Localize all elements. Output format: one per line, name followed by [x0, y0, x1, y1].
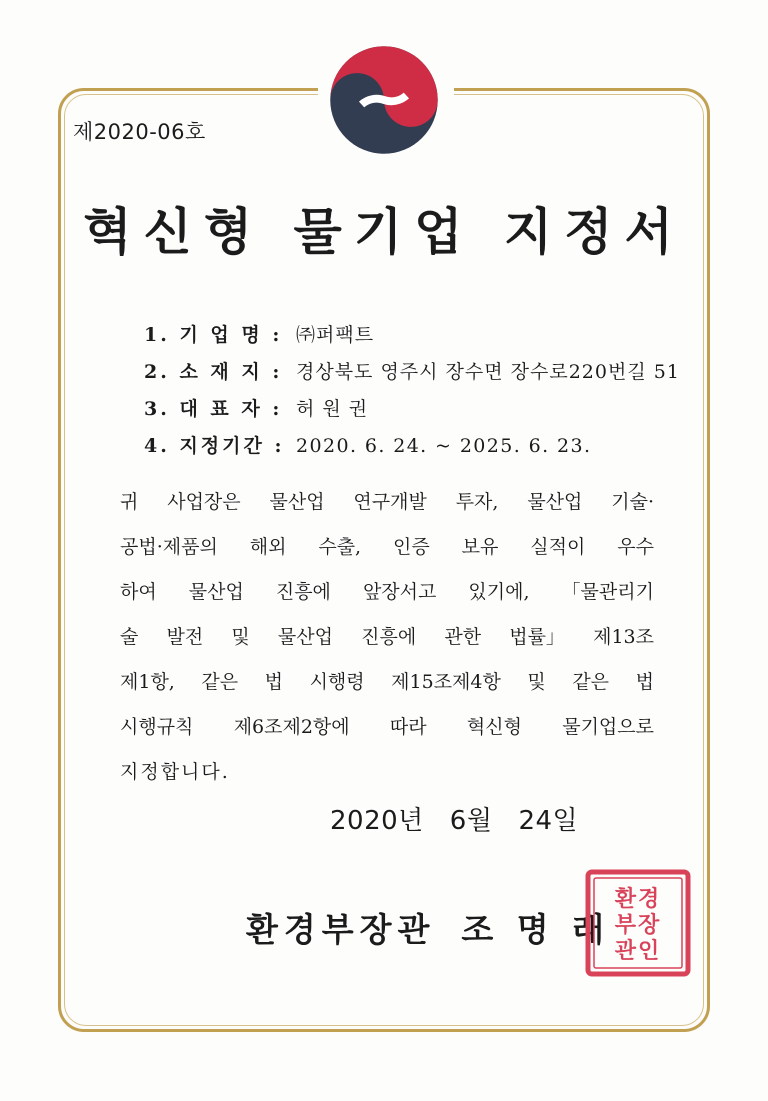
- body-word: 하여: [120, 581, 157, 603]
- body-word: 물기업으로: [562, 716, 654, 738]
- document-title: 혁신형 물기업 지정서: [83, 202, 685, 261]
- issuer-title: 환경부장관: [246, 910, 436, 949]
- body-word: 혁신형: [466, 716, 522, 738]
- body-word: 기술·: [611, 491, 654, 513]
- body-word: 실적이: [530, 536, 586, 558]
- body-word: 술: [120, 626, 139, 648]
- issue-date-day: 24일: [518, 806, 579, 836]
- field-label: 1. 기 업 명 :: [144, 324, 283, 346]
- field-value: ㈜퍼팩트: [296, 324, 375, 346]
- body-line: [120, 750, 654, 795]
- body-word: 있기에,: [468, 581, 530, 603]
- body-word: 귀: [120, 491, 139, 513]
- body-word: 사업장은: [167, 491, 241, 513]
- body-word: 물산업: [269, 491, 325, 513]
- field-representative: [144, 394, 680, 431]
- issue-date-year: 2020년: [330, 806, 424, 836]
- body-word: 인증: [393, 536, 430, 558]
- body-word: 법: [635, 671, 654, 693]
- body-word: 수출,: [318, 536, 362, 558]
- issuer-signature-line: [246, 904, 610, 951]
- body-word: 공법·제품의: [120, 536, 218, 558]
- field-value: 2020. 6. 24. ~ 2025. 6. 23.: [296, 435, 592, 457]
- body-word: 제6조제2항에: [233, 716, 350, 738]
- body-word: 보유: [461, 536, 499, 558]
- body-word: 진흥에: [275, 581, 331, 603]
- issuer-name: 조 명 래: [461, 910, 611, 949]
- field-label: 2. 소 재 지 :: [144, 361, 283, 383]
- body-word: 「물관리기: [561, 581, 654, 603]
- body-word: 연구개발: [353, 491, 427, 513]
- field-company: [144, 320, 680, 357]
- issue-date-month: 6월: [449, 806, 493, 836]
- body-word: 물산업: [527, 491, 583, 513]
- body-word: 해외: [249, 536, 287, 558]
- body-line: [120, 480, 654, 525]
- body-word: 제15조제4항: [391, 671, 501, 693]
- body-word: 지정합니다.: [120, 761, 230, 783]
- body-line: [120, 570, 654, 615]
- body-word: 제13조: [593, 626, 654, 648]
- body-word: 시행령: [309, 671, 365, 693]
- field-period: [144, 431, 680, 468]
- field-address: [144, 357, 680, 394]
- body-word: 물산업: [188, 581, 244, 603]
- body-line: [120, 660, 654, 705]
- field-value: 경상북도 영주시 장수면 장수로220번길 51: [296, 361, 680, 383]
- body-word: 같은: [201, 671, 239, 693]
- body-word: 법률」: [509, 626, 565, 648]
- body-word: 시행규칙: [120, 716, 194, 738]
- certificate-body: [120, 480, 654, 795]
- body-line: [120, 705, 654, 750]
- body-word: 투자,: [455, 491, 499, 513]
- body-line: [120, 615, 654, 660]
- official-seal-icon: [584, 868, 692, 978]
- government-emblem-icon: [328, 44, 440, 156]
- body-word: 진흥에: [361, 626, 417, 648]
- document-number: 제2020-06호: [73, 120, 206, 144]
- body-word: 및: [527, 671, 546, 693]
- issue-date: [330, 800, 578, 837]
- svg-text:관인: 관인: [614, 938, 662, 964]
- body-word: 관한: [444, 626, 482, 648]
- body-word: 앞장서고: [362, 581, 437, 603]
- field-label: 3. 대 표 자 :: [144, 398, 283, 420]
- body-word: 및: [231, 626, 250, 648]
- body-word: 우수: [617, 536, 654, 558]
- field-label: 4. 지정기간 :: [144, 435, 285, 457]
- svg-text:환경: 환경: [614, 886, 662, 912]
- body-line: [120, 525, 654, 570]
- body-word: 제1항,: [120, 671, 175, 693]
- svg-text:부장: 부장: [614, 912, 662, 938]
- body-word: 따라: [389, 716, 427, 738]
- info-fields: [144, 320, 680, 468]
- body-word: 같은: [572, 671, 610, 693]
- body-word: 발전: [166, 626, 204, 648]
- body-word: 물산업: [277, 626, 333, 648]
- field-value: 허 원 권: [296, 398, 369, 420]
- body-word: 법: [264, 671, 284, 693]
